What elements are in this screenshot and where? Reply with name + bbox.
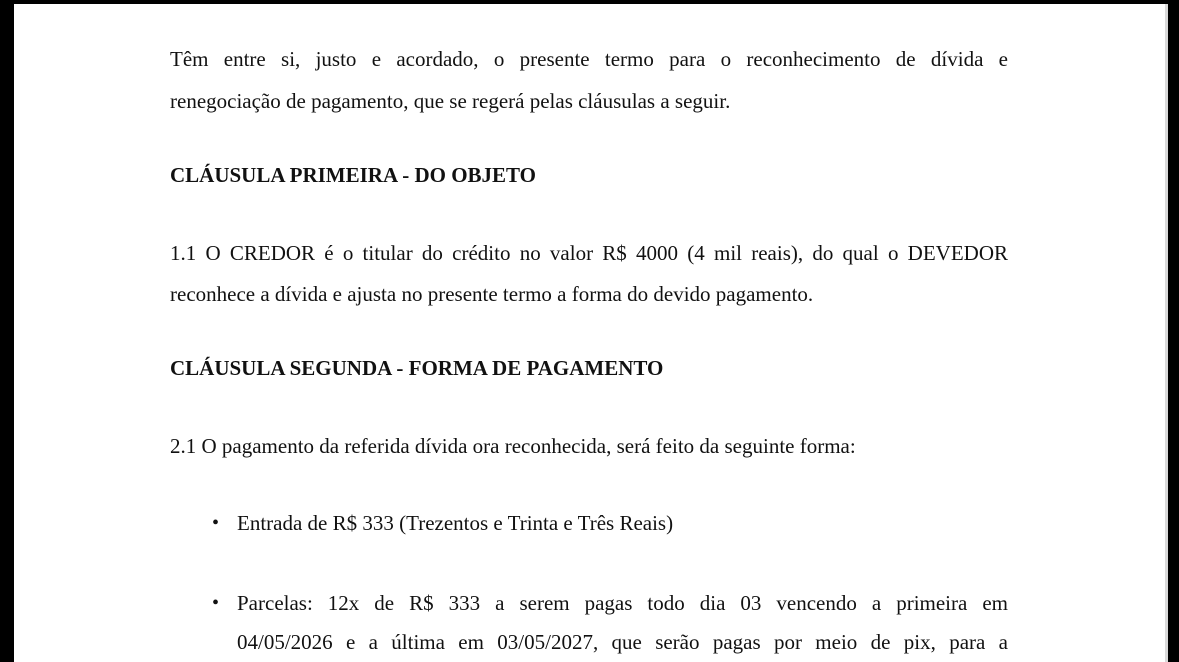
bullet-1-text: Entrada de R$ 333 (Trezentos e Trinta e Três Reais): [237, 511, 674, 535]
clause-1-heading: CLÁUSULA PRIMEIRA - DO OBJETO: [170, 163, 537, 187]
clause-1-paragraph-line-2: reconhece a dívida e ajusta no presente termo a forma do devido pagamento.: [170, 282, 814, 306]
clause-2-heading: CLÁUSULA SEGUNDA - FORMA DE PAGAMENTO: [170, 356, 664, 380]
bullet-icon: •: [212, 592, 220, 614]
bullet-icon: •: [212, 512, 220, 534]
clause-1-paragraph-line-1: 1.1 O CREDOR é o titular do crédito no valor R$ 4000 (4 mil reais), do qual o DEVEDOR: [170, 241, 1008, 265]
document-page: [14, 4, 1168, 662]
clause-2-paragraph-line-1: 2.1 O pagamento da referida dívida ora reconhecida, será feito da seguinte forma:: [170, 434, 856, 458]
bullet-2-text-line-1: Parcelas: 12x de R$ 333 a serem pagas todo dia 03 vencendo a primeira em: [237, 591, 1008, 615]
bullet-2-text-line-2: 04/05/2026 e a última em 03/05/2027, que serão pagas por meio de pix, para a: [237, 630, 1008, 654]
intro-line-1: Têm entre si, justo e acordado, o presente termo para o reconhecimento de dívida e: [170, 47, 1008, 71]
page-edge-shadow: [1165, 4, 1168, 662]
intro-line-2: renegociação de pagamento, que se regerá pelas cláusulas a seguir.: [170, 89, 731, 113]
